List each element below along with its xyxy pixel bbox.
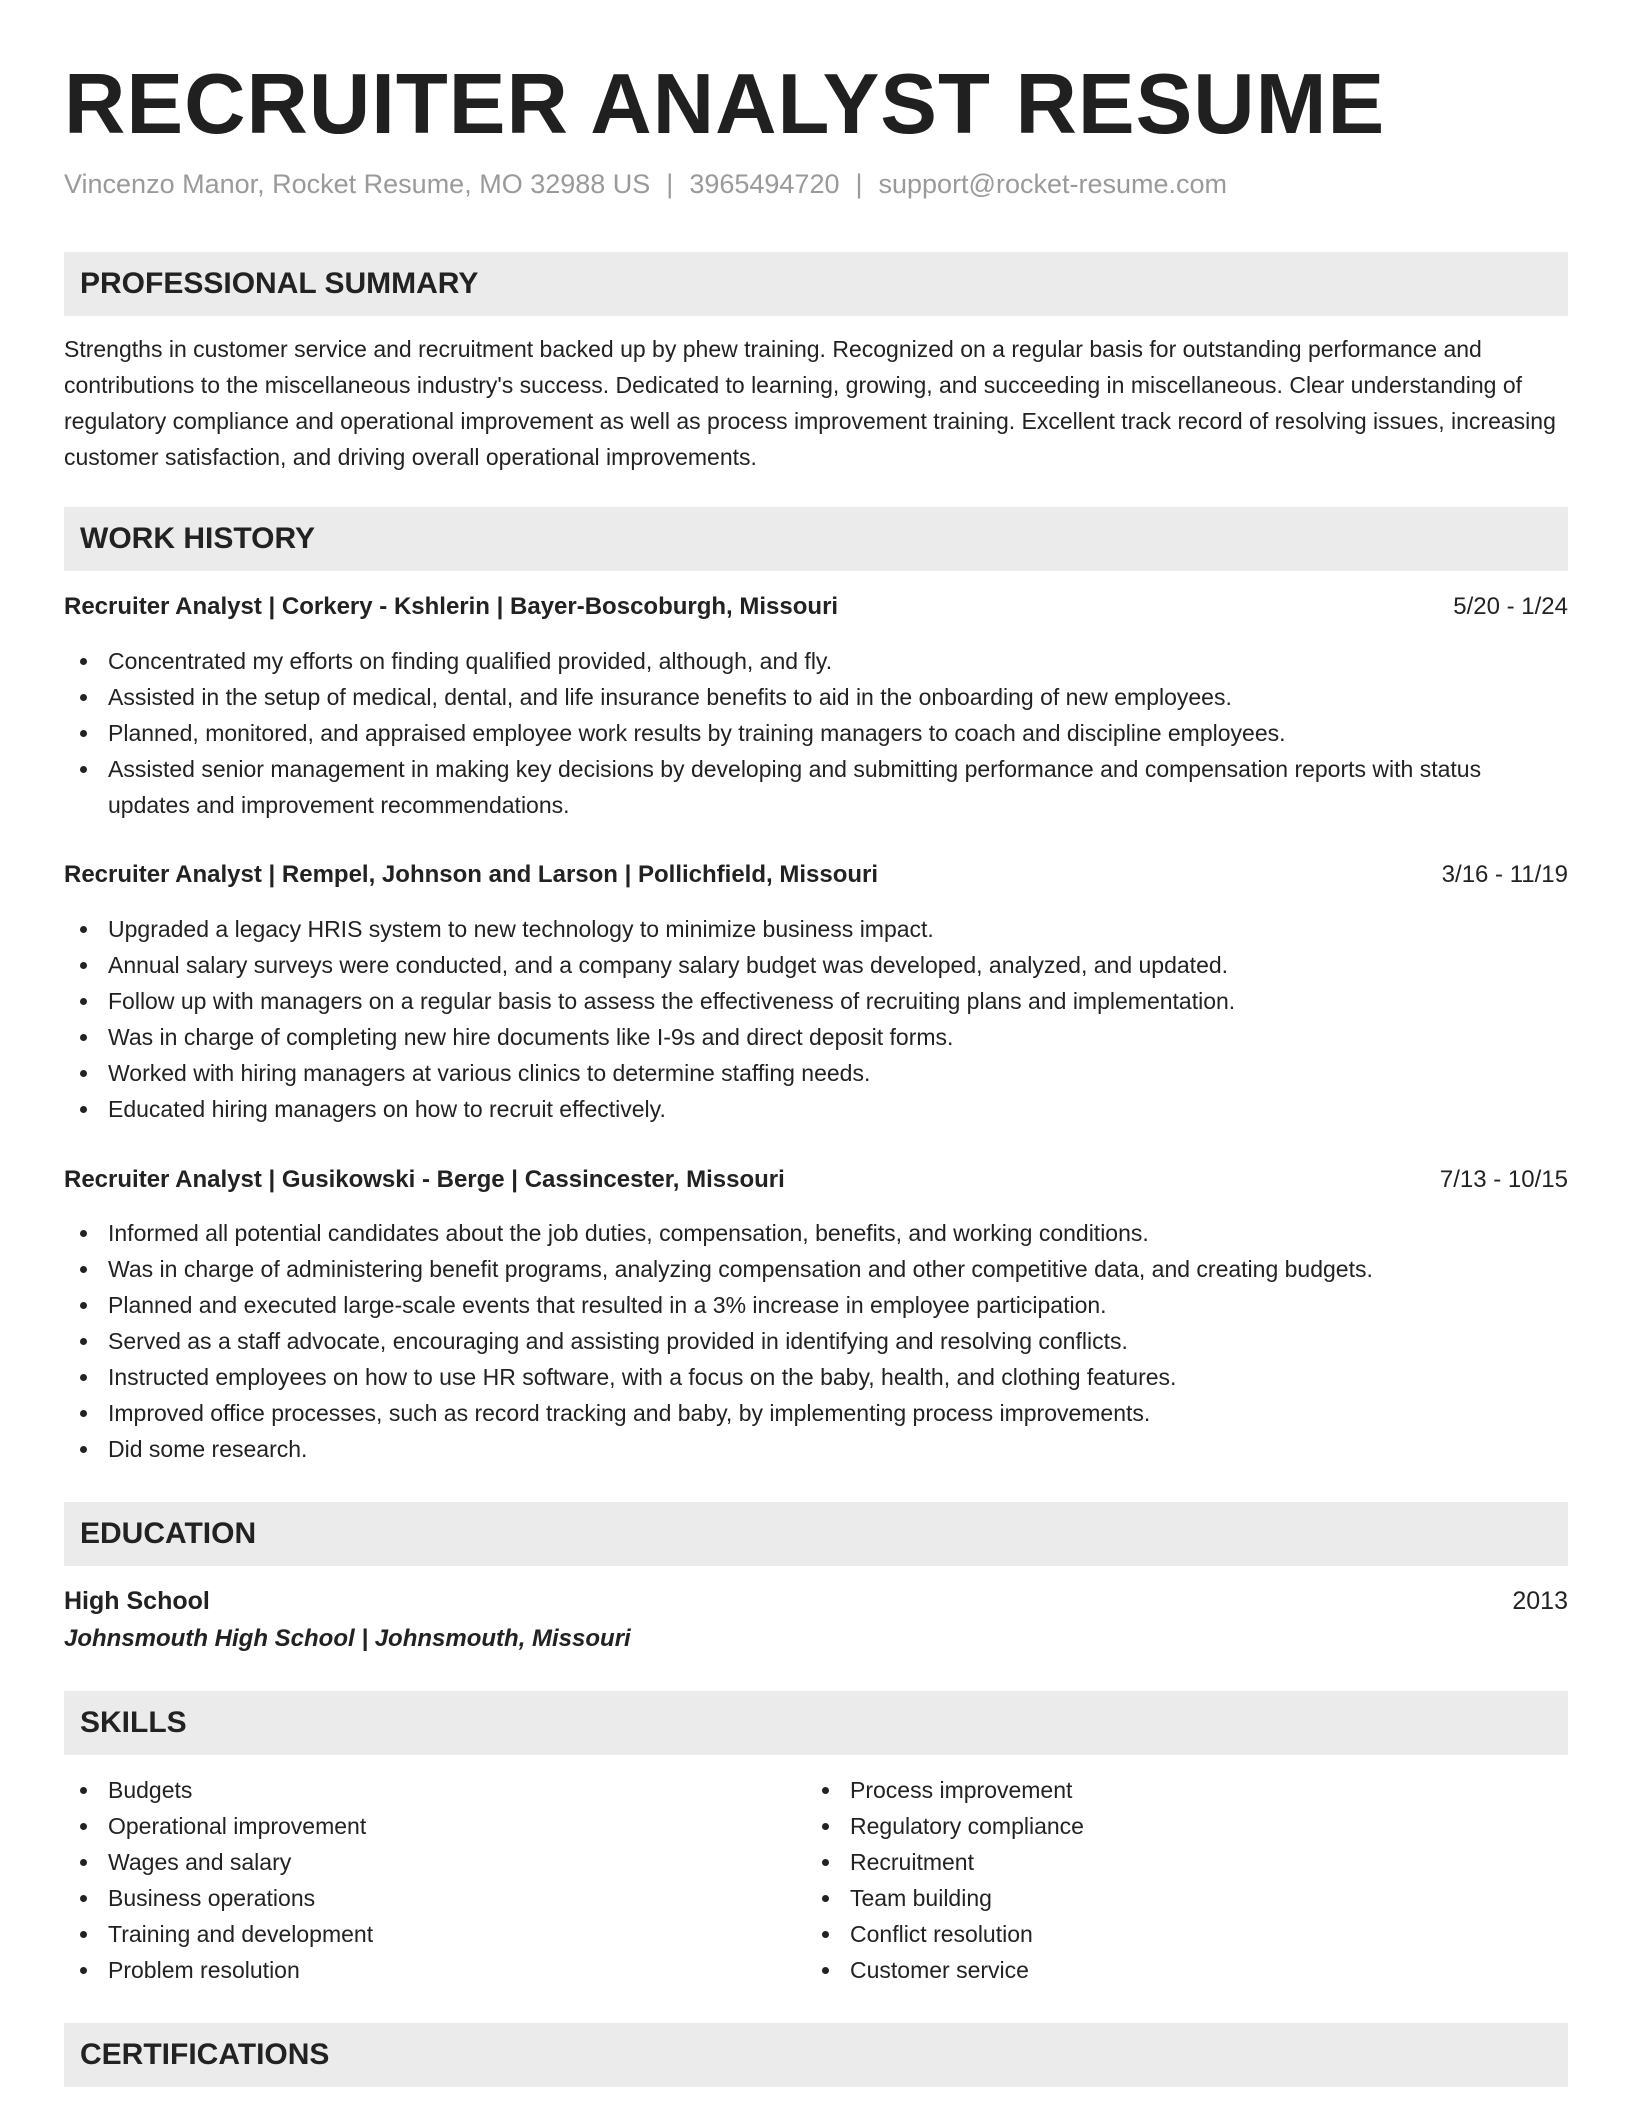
skill-item: Regulatory compliance: [806, 1808, 1506, 1844]
job-bullets: [64, 911, 1568, 1127]
skill-item: Training and development: [64, 1916, 764, 1952]
list-item: Served as a staff advocate, encouraging and assisting provided in identifying and resolving conflicts.: [64, 1323, 1568, 1359]
skill-item: Budgets: [64, 1772, 764, 1808]
job-title: Recruiter Analyst | Rempel, Johnson and Larson | Pollichfield, Missouri: [64, 861, 879, 888]
list-item: Concentrated my efforts on finding qualified provided, although, and fly.: [64, 643, 1568, 679]
list-item: Instructed employees on how to use HR software, with a focus on the baby, health, and clothing features.: [64, 1359, 1568, 1395]
summary-text: Strengths in customer service and recruitment backed up by phew training. Recognized on a regular basis for outstanding performance and contributions to the miscellaneous industry's success. Dedicated to learning, growing, and succeeding in miscellaneous. Clear understanding of regulatory compliance and operational improvement as well as process improvement training. Excellent track record of resolving issues, increasing customer satisfaction, and driving overall operational improvements.: [64, 336, 1556, 470]
resume-title: RECRUITER ANALYST RESUME: [64, 57, 1386, 152]
section-summary-header: [64, 252, 1568, 316]
job-bullets: [64, 643, 1568, 823]
section-summary-title: PROFESSIONAL SUMMARY: [80, 267, 479, 300]
contact-address: Vincenzo Manor, Rocket Resume, MO 32988 US: [64, 169, 651, 199]
contact-separator: |: [666, 169, 674, 199]
skill-item: Recruitment: [806, 1844, 1506, 1880]
list-item: Follow up with managers on a regular basis to assess the effectiveness of recruiting plans and implementation.: [64, 983, 1568, 1019]
section-skills-header: [64, 1691, 1568, 1755]
skill-item: Process improvement: [806, 1772, 1506, 1808]
section-education-title: EDUCATION: [80, 1517, 257, 1550]
education-degree: High School: [64, 1587, 210, 1615]
section-skills-title: SKILLS: [80, 1706, 187, 1739]
list-item: Planned and executed large-scale events that resulted in a 3% increase in employee participation.: [64, 1287, 1568, 1323]
contact-separator: |: [855, 169, 863, 199]
list-item: Was in charge of completing new hire documents like I-9s and direct deposit forms.: [64, 1019, 1568, 1055]
skills-list-right: [806, 1772, 1506, 1988]
education-school: Johnsmouth High School | Johnsmouth, Missouri: [64, 1625, 631, 1652]
job-title: Recruiter Analyst | Corkery - Kshlerin | Bayer-Boscoburgh, Missouri: [64, 593, 839, 620]
skill-item: Customer service: [806, 1952, 1506, 1988]
job-bullets: [64, 1215, 1568, 1467]
section-education-header: [64, 1502, 1568, 1566]
list-item: Assisted in the setup of medical, dental, and life insurance benefits to aid in the onboarding of new employees.: [64, 679, 1568, 715]
list-item: Informed all potential candidates about the job duties, compensation, benefits, and working conditions.: [64, 1215, 1568, 1251]
job-dates: 7/13 - 10/15: [1439, 1166, 1568, 1193]
skill-item: Team building: [806, 1880, 1506, 1916]
skill-item: Conflict resolution: [806, 1916, 1506, 1952]
list-item: Did some research.: [64, 1431, 1568, 1467]
list-item: Worked with hiring managers at various clinics to determine staffing needs.: [64, 1055, 1568, 1091]
list-item: Was in charge of administering benefit programs, analyzing compensation and other competitive data, and creating budgets.: [64, 1251, 1568, 1287]
section-work-header: [64, 507, 1568, 571]
contact-phone: 3965494720: [689, 169, 840, 199]
contact-line: [64, 166, 1227, 202]
list-item: Improved office processes, such as record tracking and baby, by implementing process improvements.: [64, 1395, 1568, 1431]
contact-email: support@rocket-resume.com: [878, 169, 1228, 199]
job-dates: 5/20 - 1/24: [1453, 593, 1568, 620]
list-item: Upgraded a legacy HRIS system to new technology to minimize business impact.: [64, 911, 1568, 947]
list-item: Annual salary surveys were conducted, and a company salary budget was developed, analyzed, and updated.: [64, 947, 1568, 983]
section-work-title: WORK HISTORY: [80, 522, 316, 555]
list-item: Assisted senior management in making key decisions by developing and submitting performance and compensation reports with status updates and improvement recommendations.: [64, 751, 1568, 823]
section-certifications-header: [64, 2023, 1568, 2087]
list-item: Educated hiring managers on how to recruit effectively.: [64, 1091, 1568, 1127]
skill-item: Problem resolution: [64, 1952, 764, 1988]
section-certifications-title: CERTIFICATIONS: [80, 2038, 330, 2071]
job-dates: 3/16 - 11/19: [1441, 861, 1568, 888]
education-year: 2013: [1512, 1587, 1568, 1615]
list-item: Planned, monitored, and appraised employee work results by training managers to coach and discipline employees.: [64, 715, 1568, 751]
skill-item: Wages and salary: [64, 1844, 764, 1880]
skill-item: Operational improvement: [64, 1808, 764, 1844]
job-title: Recruiter Analyst | Gusikowski - Berge | Cassincester, Missouri: [64, 1166, 785, 1193]
skill-item: Business operations: [64, 1880, 764, 1916]
skills-list-left: [64, 1772, 764, 1988]
